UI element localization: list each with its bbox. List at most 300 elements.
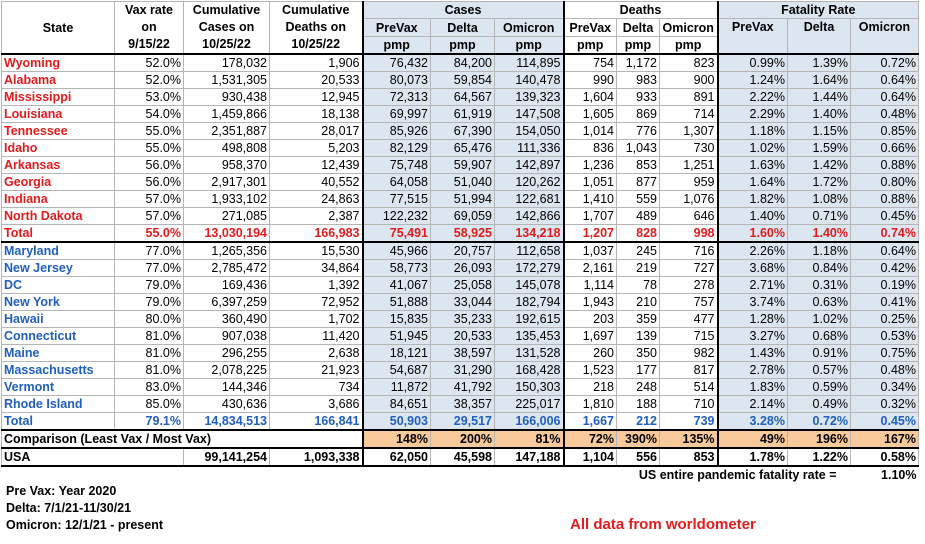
- vax-rate: 55.0%: [115, 225, 184, 243]
- state-name: Louisiana: [2, 106, 115, 123]
- usa-fd: 1.22%: [788, 448, 851, 466]
- vax-rate: 53.0%: [115, 89, 184, 106]
- value-cd: 38,357: [431, 396, 495, 413]
- value-fd: 1.42%: [788, 157, 851, 174]
- cumulative-deaths: 34,864: [270, 260, 363, 277]
- value-cp: 45,966: [363, 242, 431, 260]
- value-co: 112,658: [495, 242, 564, 260]
- cumulative-cases: 2,917,301: [184, 174, 270, 191]
- value-fd: 0.91%: [788, 345, 851, 362]
- comparison-fd: 196%: [788, 430, 851, 448]
- table-row: [2, 191, 919, 208]
- vax-rate: 57.0%: [115, 208, 184, 225]
- vax-rate: 80.0%: [115, 311, 184, 328]
- state-name: Tennessee: [2, 123, 115, 140]
- table-row: [2, 89, 919, 106]
- value-dp: 1,037: [564, 242, 617, 260]
- value-fo: 0.48%: [851, 362, 919, 379]
- value-fo: 0.45%: [851, 208, 919, 225]
- value-fd: 0.71%: [788, 208, 851, 225]
- value-do: 716: [660, 242, 718, 260]
- value-fo: 0.85%: [851, 123, 919, 140]
- value-dp: 1,410: [564, 191, 617, 208]
- header-cum-deaths: [270, 2, 363, 55]
- value-fo: 0.19%: [851, 277, 919, 294]
- cumulative-deaths: 3,686: [270, 396, 363, 413]
- cumulative-cases: 430,636: [184, 396, 270, 413]
- table-row: [2, 123, 919, 140]
- cumulative-cases: 498,808: [184, 140, 270, 157]
- value-cd: 35,233: [431, 311, 495, 328]
- value-cp: 76,432: [363, 54, 431, 72]
- value-fp: 2.78%: [718, 362, 788, 379]
- value-fd: 1.39%: [788, 54, 851, 72]
- value-fp: 2.26%: [718, 242, 788, 260]
- value-dp: 1,707: [564, 208, 617, 225]
- value-dp: 1,943: [564, 294, 617, 311]
- value-cd: 84,200: [431, 54, 495, 72]
- usa-cd: 45,598: [431, 448, 495, 466]
- value-do: 817: [660, 362, 718, 379]
- table-row: [2, 140, 919, 157]
- value-dd: 828: [617, 225, 660, 243]
- vax-rate: 55.0%: [115, 123, 184, 140]
- value-fp: 1.82%: [718, 191, 788, 208]
- cumulative-cases: 1,265,356: [184, 242, 270, 260]
- value-do: 715: [660, 328, 718, 345]
- cumulative-cases: 1,459,866: [184, 106, 270, 123]
- note-omicron: Omicron: 12/1/21 - present: [6, 518, 164, 532]
- value-fd: 0.49%: [788, 396, 851, 413]
- value-fp: 3.27%: [718, 328, 788, 345]
- value-fp: 1.40%: [718, 208, 788, 225]
- value-dp: 1,667: [564, 413, 617, 431]
- value-co: 166,006: [495, 413, 564, 431]
- state-name: Georgia: [2, 174, 115, 191]
- vax-rate: 79.0%: [115, 294, 184, 311]
- vax-rate: 85.0%: [115, 396, 184, 413]
- us-fatality-row: [2, 466, 919, 483]
- usa-cp: 62,050: [363, 448, 431, 466]
- cumulative-cases: 907,038: [184, 328, 270, 345]
- header-deaths-delta: Delta: [617, 19, 660, 37]
- value-cd: 69,059: [431, 208, 495, 225]
- header-fatality-group: Fatality Rate: [718, 2, 919, 19]
- value-dp: 1,523: [564, 362, 617, 379]
- value-fo: 0.34%: [851, 379, 919, 396]
- table-row: [2, 54, 919, 72]
- header-row-1: [2, 2, 919, 19]
- cumulative-deaths: 1,702: [270, 311, 363, 328]
- value-do: 1,307: [660, 123, 718, 140]
- usa-dd: 556: [617, 448, 660, 466]
- value-dd: 350: [617, 345, 660, 362]
- value-fd: 0.31%: [788, 277, 851, 294]
- state-name: Maryland: [2, 242, 115, 260]
- cumulative-deaths: 734: [270, 379, 363, 396]
- value-cd: 25,058: [431, 277, 495, 294]
- value-dp: 1,605: [564, 106, 617, 123]
- state-name: DC: [2, 277, 115, 294]
- value-cd: 58,925: [431, 225, 495, 243]
- usa-deaths: 1,093,338: [270, 448, 363, 466]
- value-co: 140,478: [495, 72, 564, 89]
- value-fo: 0.45%: [851, 413, 919, 431]
- value-cp: 85,926: [363, 123, 431, 140]
- value-cd: 64,567: [431, 89, 495, 106]
- header-vax-rate-line: Vax rate: [125, 3, 173, 17]
- cumulative-cases: 296,255: [184, 345, 270, 362]
- value-fo: 0.72%: [851, 54, 919, 72]
- vax-rate: 81.0%: [115, 345, 184, 362]
- value-co: 114,895: [495, 54, 564, 72]
- comparison-dp: 72%: [564, 430, 617, 448]
- table-row: [2, 208, 919, 225]
- cumulative-deaths: 15,530: [270, 242, 363, 260]
- header-vax-rate-line: 9/15/22: [128, 37, 170, 51]
- value-co: 111,336: [495, 140, 564, 157]
- value-dp: 990: [564, 72, 617, 89]
- total-row-low-vax: [2, 225, 919, 243]
- value-cp: 72,313: [363, 89, 431, 106]
- state-name: North Dakota: [2, 208, 115, 225]
- value-cp: 75,491: [363, 225, 431, 243]
- table-row: [2, 396, 919, 413]
- value-fd: 0.84%: [788, 260, 851, 277]
- table-row: [2, 157, 919, 174]
- state-name: Hawaii: [2, 311, 115, 328]
- state-name: Total: [2, 413, 115, 431]
- cumulative-cases: 1,531,305: [184, 72, 270, 89]
- header-deaths-omicron: Omicron: [660, 19, 718, 37]
- value-fp: 2.29%: [718, 106, 788, 123]
- header-cum-cases: [184, 2, 270, 55]
- value-cd: 61,919: [431, 106, 495, 123]
- value-do: 757: [660, 294, 718, 311]
- value-cp: 122,232: [363, 208, 431, 225]
- value-fd: 1.40%: [788, 225, 851, 243]
- value-co: 139,323: [495, 89, 564, 106]
- cumulative-deaths: 11,420: [270, 328, 363, 345]
- table-row: [2, 379, 919, 396]
- value-dd: 933: [617, 89, 660, 106]
- cumulative-cases: 144,346: [184, 379, 270, 396]
- header-cases-omicron-unit: pmp: [495, 37, 564, 55]
- cumulative-cases: 958,370: [184, 157, 270, 174]
- header-deaths-group: Deaths: [564, 2, 718, 19]
- value-do: 1,251: [660, 157, 718, 174]
- header-deaths-delta-unit: pmp: [617, 37, 660, 55]
- value-fd: 1.02%: [788, 311, 851, 328]
- value-fd: 1.59%: [788, 140, 851, 157]
- value-dp: 1,051: [564, 174, 617, 191]
- comparison-fo: 167%: [851, 430, 919, 448]
- comparison-cp: 148%: [363, 430, 431, 448]
- value-fp: 2.71%: [718, 277, 788, 294]
- state-name: Arkansas: [2, 157, 115, 174]
- value-fp: 3.28%: [718, 413, 788, 431]
- value-do: 900: [660, 72, 718, 89]
- value-fo: 0.41%: [851, 294, 919, 311]
- value-dd: 853: [617, 157, 660, 174]
- usa-fo: 0.58%: [851, 448, 919, 466]
- value-fp: 1.60%: [718, 225, 788, 243]
- value-co: 145,078: [495, 277, 564, 294]
- value-fo: 0.42%: [851, 260, 919, 277]
- value-do: 727: [660, 260, 718, 277]
- value-fo: 0.32%: [851, 396, 919, 413]
- value-cd: 33,044: [431, 294, 495, 311]
- header-cases-group: Cases: [363, 2, 564, 19]
- value-cp: 51,888: [363, 294, 431, 311]
- value-dd: 869: [617, 106, 660, 123]
- value-co: 150,303: [495, 379, 564, 396]
- value-do: 891: [660, 89, 718, 106]
- cumulative-cases: 360,490: [184, 311, 270, 328]
- value-do: 710: [660, 396, 718, 413]
- value-cp: 41,067: [363, 277, 431, 294]
- value-dd: 1,043: [617, 140, 660, 157]
- value-co: 168,428: [495, 362, 564, 379]
- cumulative-deaths: 20,533: [270, 72, 363, 89]
- usa-cases: 99,141,254: [184, 448, 270, 466]
- value-dd: 188: [617, 396, 660, 413]
- table-row: [2, 362, 919, 379]
- cumulative-cases: 271,085: [184, 208, 270, 225]
- value-dp: 1,604: [564, 89, 617, 106]
- value-dp: 836: [564, 140, 617, 157]
- value-cd: 65,476: [431, 140, 495, 157]
- value-cp: 64,058: [363, 174, 431, 191]
- vax-rate: 56.0%: [115, 174, 184, 191]
- comparison-row: [2, 430, 919, 448]
- cumulative-deaths: 40,552: [270, 174, 363, 191]
- table-row: [2, 242, 919, 260]
- value-cp: 75,748: [363, 157, 431, 174]
- cumulative-cases: 2,351,887: [184, 123, 270, 140]
- value-fo: 0.66%: [851, 140, 919, 157]
- vax-rate: 77.0%: [115, 260, 184, 277]
- value-cd: 67,390: [431, 123, 495, 140]
- value-cd: 38,597: [431, 345, 495, 362]
- value-fd: 1.18%: [788, 242, 851, 260]
- value-do: 823: [660, 54, 718, 72]
- header-cum-cases-line: 10/25/22: [202, 37, 251, 51]
- value-co: 172,279: [495, 260, 564, 277]
- vax-rate: 54.0%: [115, 106, 184, 123]
- value-cp: 80,073: [363, 72, 431, 89]
- covid-data-table: [1, 1, 919, 483]
- cumulative-deaths: 5,203: [270, 140, 363, 157]
- value-fo: 0.64%: [851, 72, 919, 89]
- usa-dp: 1,104: [564, 448, 617, 466]
- value-do: 739: [660, 413, 718, 431]
- table-row: [2, 174, 919, 191]
- value-fp: 3.68%: [718, 260, 788, 277]
- state-name: Vermont: [2, 379, 115, 396]
- vax-rate: 55.0%: [115, 140, 184, 157]
- header-cases-omicron: Omicron: [495, 19, 564, 37]
- header-deaths-omicron-unit: pmp: [660, 37, 718, 55]
- table-row: [2, 277, 919, 294]
- value-dp: 2,161: [564, 260, 617, 277]
- us-fatality-label: US entire pandemic fatality rate =: [638, 468, 837, 482]
- header-vax-rate: [115, 2, 184, 55]
- value-dd: 776: [617, 123, 660, 140]
- value-cp: 82,129: [363, 140, 431, 157]
- value-dp: 218: [564, 379, 617, 396]
- state-name: Idaho: [2, 140, 115, 157]
- value-fd: 1.08%: [788, 191, 851, 208]
- value-cd: 59,907: [431, 157, 495, 174]
- header-cases-delta-unit: pmp: [431, 37, 495, 55]
- value-cp: 69,997: [363, 106, 431, 123]
- value-cd: 31,290: [431, 362, 495, 379]
- header-cum-cases-line: Cases on: [198, 20, 255, 34]
- value-dd: 359: [617, 311, 660, 328]
- value-fd: 0.57%: [788, 362, 851, 379]
- value-fo: 0.25%: [851, 311, 919, 328]
- header-cases-delta: Delta: [431, 19, 495, 37]
- value-cp: 77,515: [363, 191, 431, 208]
- header-cum-deaths-line: 10/25/22: [291, 37, 341, 51]
- value-cp: 84,651: [363, 396, 431, 413]
- value-cd: 29,517: [431, 413, 495, 431]
- comparison-label: Comparison (Least Vax / Most Vax): [2, 430, 363, 448]
- value-co: 225,017: [495, 396, 564, 413]
- cumulative-cases: 2,078,225: [184, 362, 270, 379]
- header-cum-cases-line: Cumulative: [192, 3, 261, 17]
- state-name: Alabama: [2, 72, 115, 89]
- value-do: 998: [660, 225, 718, 243]
- table-row: [2, 345, 919, 362]
- value-do: 730: [660, 140, 718, 157]
- value-dp: 1,207: [564, 225, 617, 243]
- value-fp: 2.14%: [718, 396, 788, 413]
- value-dd: 1,172: [617, 54, 660, 72]
- state-name: Massachusetts: [2, 362, 115, 379]
- value-dp: 1,014: [564, 123, 617, 140]
- usa-co: 147,188: [495, 448, 564, 466]
- value-dd: 489: [617, 208, 660, 225]
- value-cp: 11,872: [363, 379, 431, 396]
- value-dd: 877: [617, 174, 660, 191]
- header-cum-deaths-line: Cumulative: [282, 3, 350, 17]
- header-deaths-prevax: PreVax: [564, 19, 617, 37]
- usa-fp: 1.78%: [718, 448, 788, 466]
- value-fd: 1.72%: [788, 174, 851, 191]
- value-fo: 0.88%: [851, 191, 919, 208]
- value-fp: 1.63%: [718, 157, 788, 174]
- value-do: 646: [660, 208, 718, 225]
- cumulative-deaths: 2,638: [270, 345, 363, 362]
- value-fd: 0.63%: [788, 294, 851, 311]
- value-dd: 219: [617, 260, 660, 277]
- state-name: New Jersey: [2, 260, 115, 277]
- table-row: [2, 260, 919, 277]
- value-cp: 50,903: [363, 413, 431, 431]
- state-name: New York: [2, 294, 115, 311]
- vax-rate: 81.0%: [115, 362, 184, 379]
- value-fd: 1.15%: [788, 123, 851, 140]
- cumulative-cases: 14,834,513: [184, 413, 270, 431]
- value-cd: 59,854: [431, 72, 495, 89]
- table-row: [2, 311, 919, 328]
- comparison-fp: 49%: [718, 430, 788, 448]
- value-fp: 1.64%: [718, 174, 788, 191]
- state-name: Mississippi: [2, 89, 115, 106]
- value-fp: 1.28%: [718, 311, 788, 328]
- value-fo: 0.74%: [851, 225, 919, 243]
- us-fatality-value: 1.10%: [881, 468, 917, 482]
- table-row: [2, 72, 919, 89]
- value-dp: 1,114: [564, 277, 617, 294]
- value-fp: 1.83%: [718, 379, 788, 396]
- value-dp: 1,697: [564, 328, 617, 345]
- comparison-cd: 200%: [431, 430, 495, 448]
- cumulative-deaths: 166,983: [270, 225, 363, 243]
- value-fp: 2.22%: [718, 89, 788, 106]
- blank-cell: [2, 466, 564, 483]
- value-cd: 41,792: [431, 379, 495, 396]
- value-do: 514: [660, 379, 718, 396]
- value-dd: 139: [617, 328, 660, 345]
- cumulative-deaths: 2,387: [270, 208, 363, 225]
- header-fatality-delta: Delta: [788, 19, 851, 55]
- header-fatality-prevax: PreVax: [718, 19, 788, 55]
- comparison-dd: 390%: [617, 430, 660, 448]
- value-fd: 1.44%: [788, 89, 851, 106]
- value-dd: 245: [617, 242, 660, 260]
- value-co: 131,528: [495, 345, 564, 362]
- value-dd: 177: [617, 362, 660, 379]
- cumulative-cases: 930,438: [184, 89, 270, 106]
- value-dd: 210: [617, 294, 660, 311]
- value-dd: 983: [617, 72, 660, 89]
- vax-rate: 79.0%: [115, 277, 184, 294]
- note-prevax: Pre Vax: Year 2020: [6, 484, 117, 498]
- value-cp: 54,687: [363, 362, 431, 379]
- header-cases-prevax: PreVax: [363, 19, 431, 37]
- state-name: Indiana: [2, 191, 115, 208]
- vax-rate: 57.0%: [115, 191, 184, 208]
- cumulative-deaths: 18,138: [270, 106, 363, 123]
- comparison-co: 81%: [495, 430, 564, 448]
- cumulative-deaths: 1,906: [270, 54, 363, 72]
- usa-label: USA: [2, 448, 184, 466]
- value-dd: 248: [617, 379, 660, 396]
- header-cases-prevax-unit: pmp: [363, 37, 431, 55]
- value-cd: 51,994: [431, 191, 495, 208]
- value-fo: 0.64%: [851, 242, 919, 260]
- value-fo: 0.48%: [851, 106, 919, 123]
- header-fatality-omicron: Omicron: [851, 19, 919, 55]
- usa-row: [2, 448, 919, 466]
- note-delta: Delta: 7/1/21-11/30/21: [6, 501, 132, 515]
- value-dd: 78: [617, 277, 660, 294]
- table-row: [2, 294, 919, 311]
- value-fd: 0.72%: [788, 413, 851, 431]
- header-vax-rate-line: on: [141, 20, 157, 34]
- value-do: 959: [660, 174, 718, 191]
- value-cd: 26,093: [431, 260, 495, 277]
- state-name: Wyoming: [2, 54, 115, 72]
- cumulative-deaths: 12,945: [270, 89, 363, 106]
- header-deaths-prevax-unit: pmp: [564, 37, 617, 55]
- value-co: 142,866: [495, 208, 564, 225]
- value-fd: 1.64%: [788, 72, 851, 89]
- value-dp: 260: [564, 345, 617, 362]
